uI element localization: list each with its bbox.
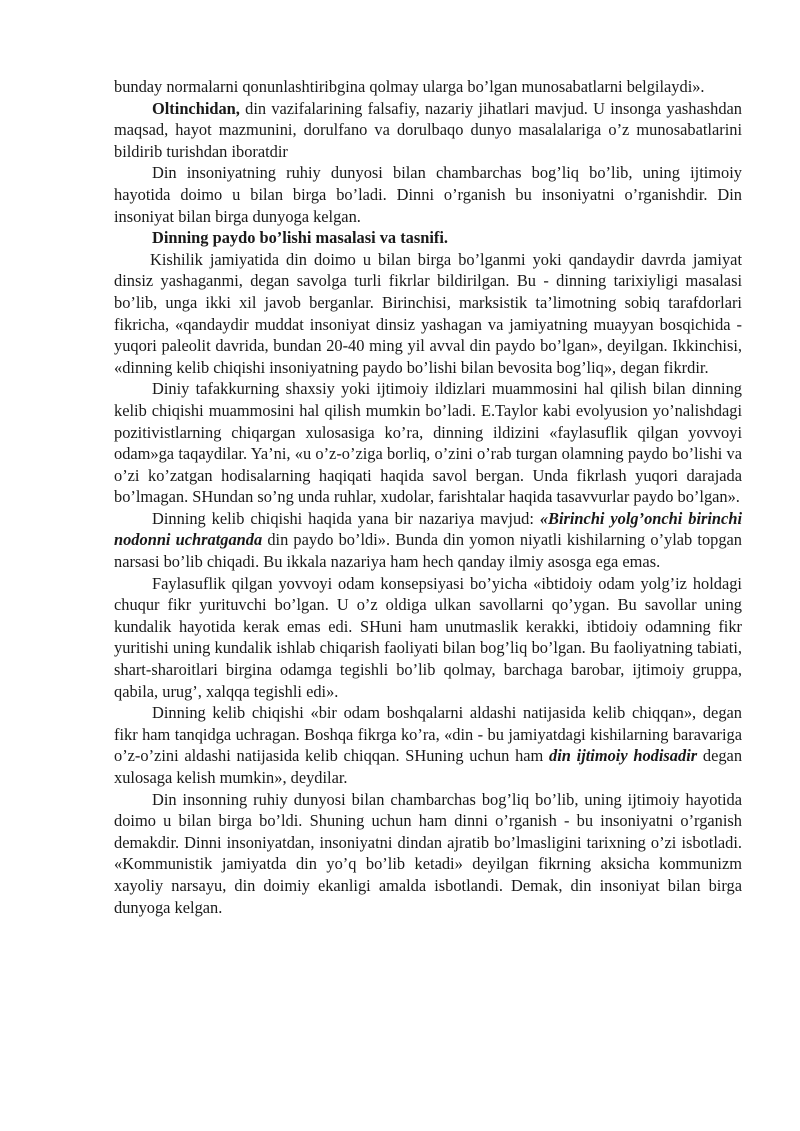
paragraph-7: Faylasuflik qilgan yovvoyi odam konsepsiyasi bo’yicha «ibtidoiy odam yolg’iz holdagi chuqur fikr yurituvchi bo’lgan. U o’z oldiga ulkan savollarni qo’ygan. Bu savollar uning kundalik hayotida kerak emas edi. SHuni ham unutmaslik kerakki, ibtidoiy odamning fikr yuritishi uning kundalik ishlab chiqarish faoliyati bilan bog’liq bo’lgan. Bu faoliyatning tabiati, shart-sharoitlari birgina odamga tegishli bo’lib qolmay, barchaga barobar, ijtimoiy gruppa, qabila, urug’, xalqqa tegishli edi».: [114, 573, 742, 701]
paragraph-6-text-a: Dinning kelib chiqishi haqida yana bir nazariya mavjud:: [152, 508, 540, 528]
paragraph-5: Diniy tafakkurning shaxsiy yoki ijtimoiy ildizlari muammosini hal qilish bilan dinning kelib chiqishi muammosini hal qilish mumkin bo’ladi. E.Taylor kabi evolyusion yo’nalishdagi pozitivistlarning chiqargan xulosasiga ko’ra, dinning ildizini «faylasuflik qilgan yovvoyi odam»ga taqaydilar. Ya’ni, «u o’z-o’ziga borliq, o’zini o’rab turgan olamning paydo bo’lishi va o’zi ko’zatgan hodisalarning haqiqati haqida savol bergan. Unda fikrlash yuqori darajada bo’lmagan. SHundan so’ng unda ruhlar, xudolar, farishtalar haqida tasavvurlar paydo bo’lgan».: [114, 379, 742, 507]
paragraph-2: [114, 98, 742, 163]
paragraph-8: [114, 702, 742, 788]
paragraph-6: [114, 508, 742, 573]
paragraph-2-lead: Oltinchidan,: [152, 98, 240, 118]
paragraph-6-emphasis: «Birinchi yolg’onchi birinchi nodonni uchratganda: [114, 508, 742, 550]
document-page: [114, 76, 742, 918]
paragraph-3: Din insoniyatning ruhiy dunyosi bilan chambarchas bog’liq bo’lib, uning ijtimoiy hayotida doimo u bilan birga bo’ladi. Dinni o’rganish bu insoniyatni o’rganishdir. Din insoniyat bilan birga dunyoga kelgan.: [114, 163, 742, 226]
section-heading: Dinning paydo bo’lishi masalasi va tasnifi.: [152, 228, 449, 248]
paragraph-1: bunday normalarni qonunlashtiribgina qolmay ularga bo’lgan munosabatlarni belgilaydi».: [114, 77, 705, 96]
paragraph-8-emphasis: din ijtimoiy hodisadir: [549, 746, 698, 766]
paragraph-8-text-a: Dinning kelib chiqishi «bir odam boshqalarni aldashi natijasida kelib chiqqan», degan fikr ham tanqidga uchragan. Boshqa fikrga ko’ra, «din - bu jamiyatdagi kishilarning baravariga o’z-o’zini aldashi natijasida kelib chiqqan. SHuning uchun ham: [114, 703, 742, 766]
paragraph-6-text-b: din paydo bo’ldi». Bunda din yomon niyatli kishilarning o’ylab topgan narsasi bo’lib chiqadi. Bu ikkala nazariya ham hech qanday ilmiy asosga ega emas.: [114, 530, 742, 572]
paragraph-2-text: din vazifalarining falsafiy, nazariy jihatlari mavjud. U insonga yashashdan maqsad, hayot mazmunini, dorulfano va dorulbaqo dunyo masalalariga o’z munosabatlarini bildirib turishdan iboratdir: [114, 98, 742, 161]
paragraph-4: Kishilik jamiyatida din doimo u bilan birga bo’lganmi yoki qandaydir davrda jamiyat dinsiz yashaganmi, degan savolga turli fikrlar bildirilgan. Bu - dinning tarixiyligi masalasi bo’lib, unga ikki xil javob berganlar. Birinchisi, marksistik ta’limotning sobiq tarafdorlari fikricha, «qandaydir muddat insoniyat dinsiz yashagan va jamiyatning muayyan bosqichida - yuqori paleolit davrida, bundan 20-40 ming yil avval din paydo bo’lgan», deyilgan. Ikkinchisi, «dinning kelib chiqishi insoniyatning paydo bo’lishi bilan bevosita bog’liq», degan fikrdir.: [114, 249, 742, 377]
paragraph-9: Din insonning ruhiy dunyosi bilan chambarchas bog’liq bo’lib, uning ijtimoiy hayotida doimo u bilan birga bo’ldi. Shuning uchun ham dinni o’rganish - bu insoniyatni o’rganish demakdir. Dinni insoniyatdan, insoniyatni dindan ajratib bo’lmasligini tarixning o’zi isbotladi. «Kommunistik jamiyatda din yo’q bo’lib ketadi» deyilgan fikrning aksicha kommunizm xayoliy narsayu, din doimiy ekanligi amalda isbotlandi. Demak, din insoniyat bilan birga dunyoga kelgan.: [114, 789, 742, 917]
paragraph-8-text-b: degan xulosaga kelish mumkin», deydilar.: [114, 746, 743, 787]
